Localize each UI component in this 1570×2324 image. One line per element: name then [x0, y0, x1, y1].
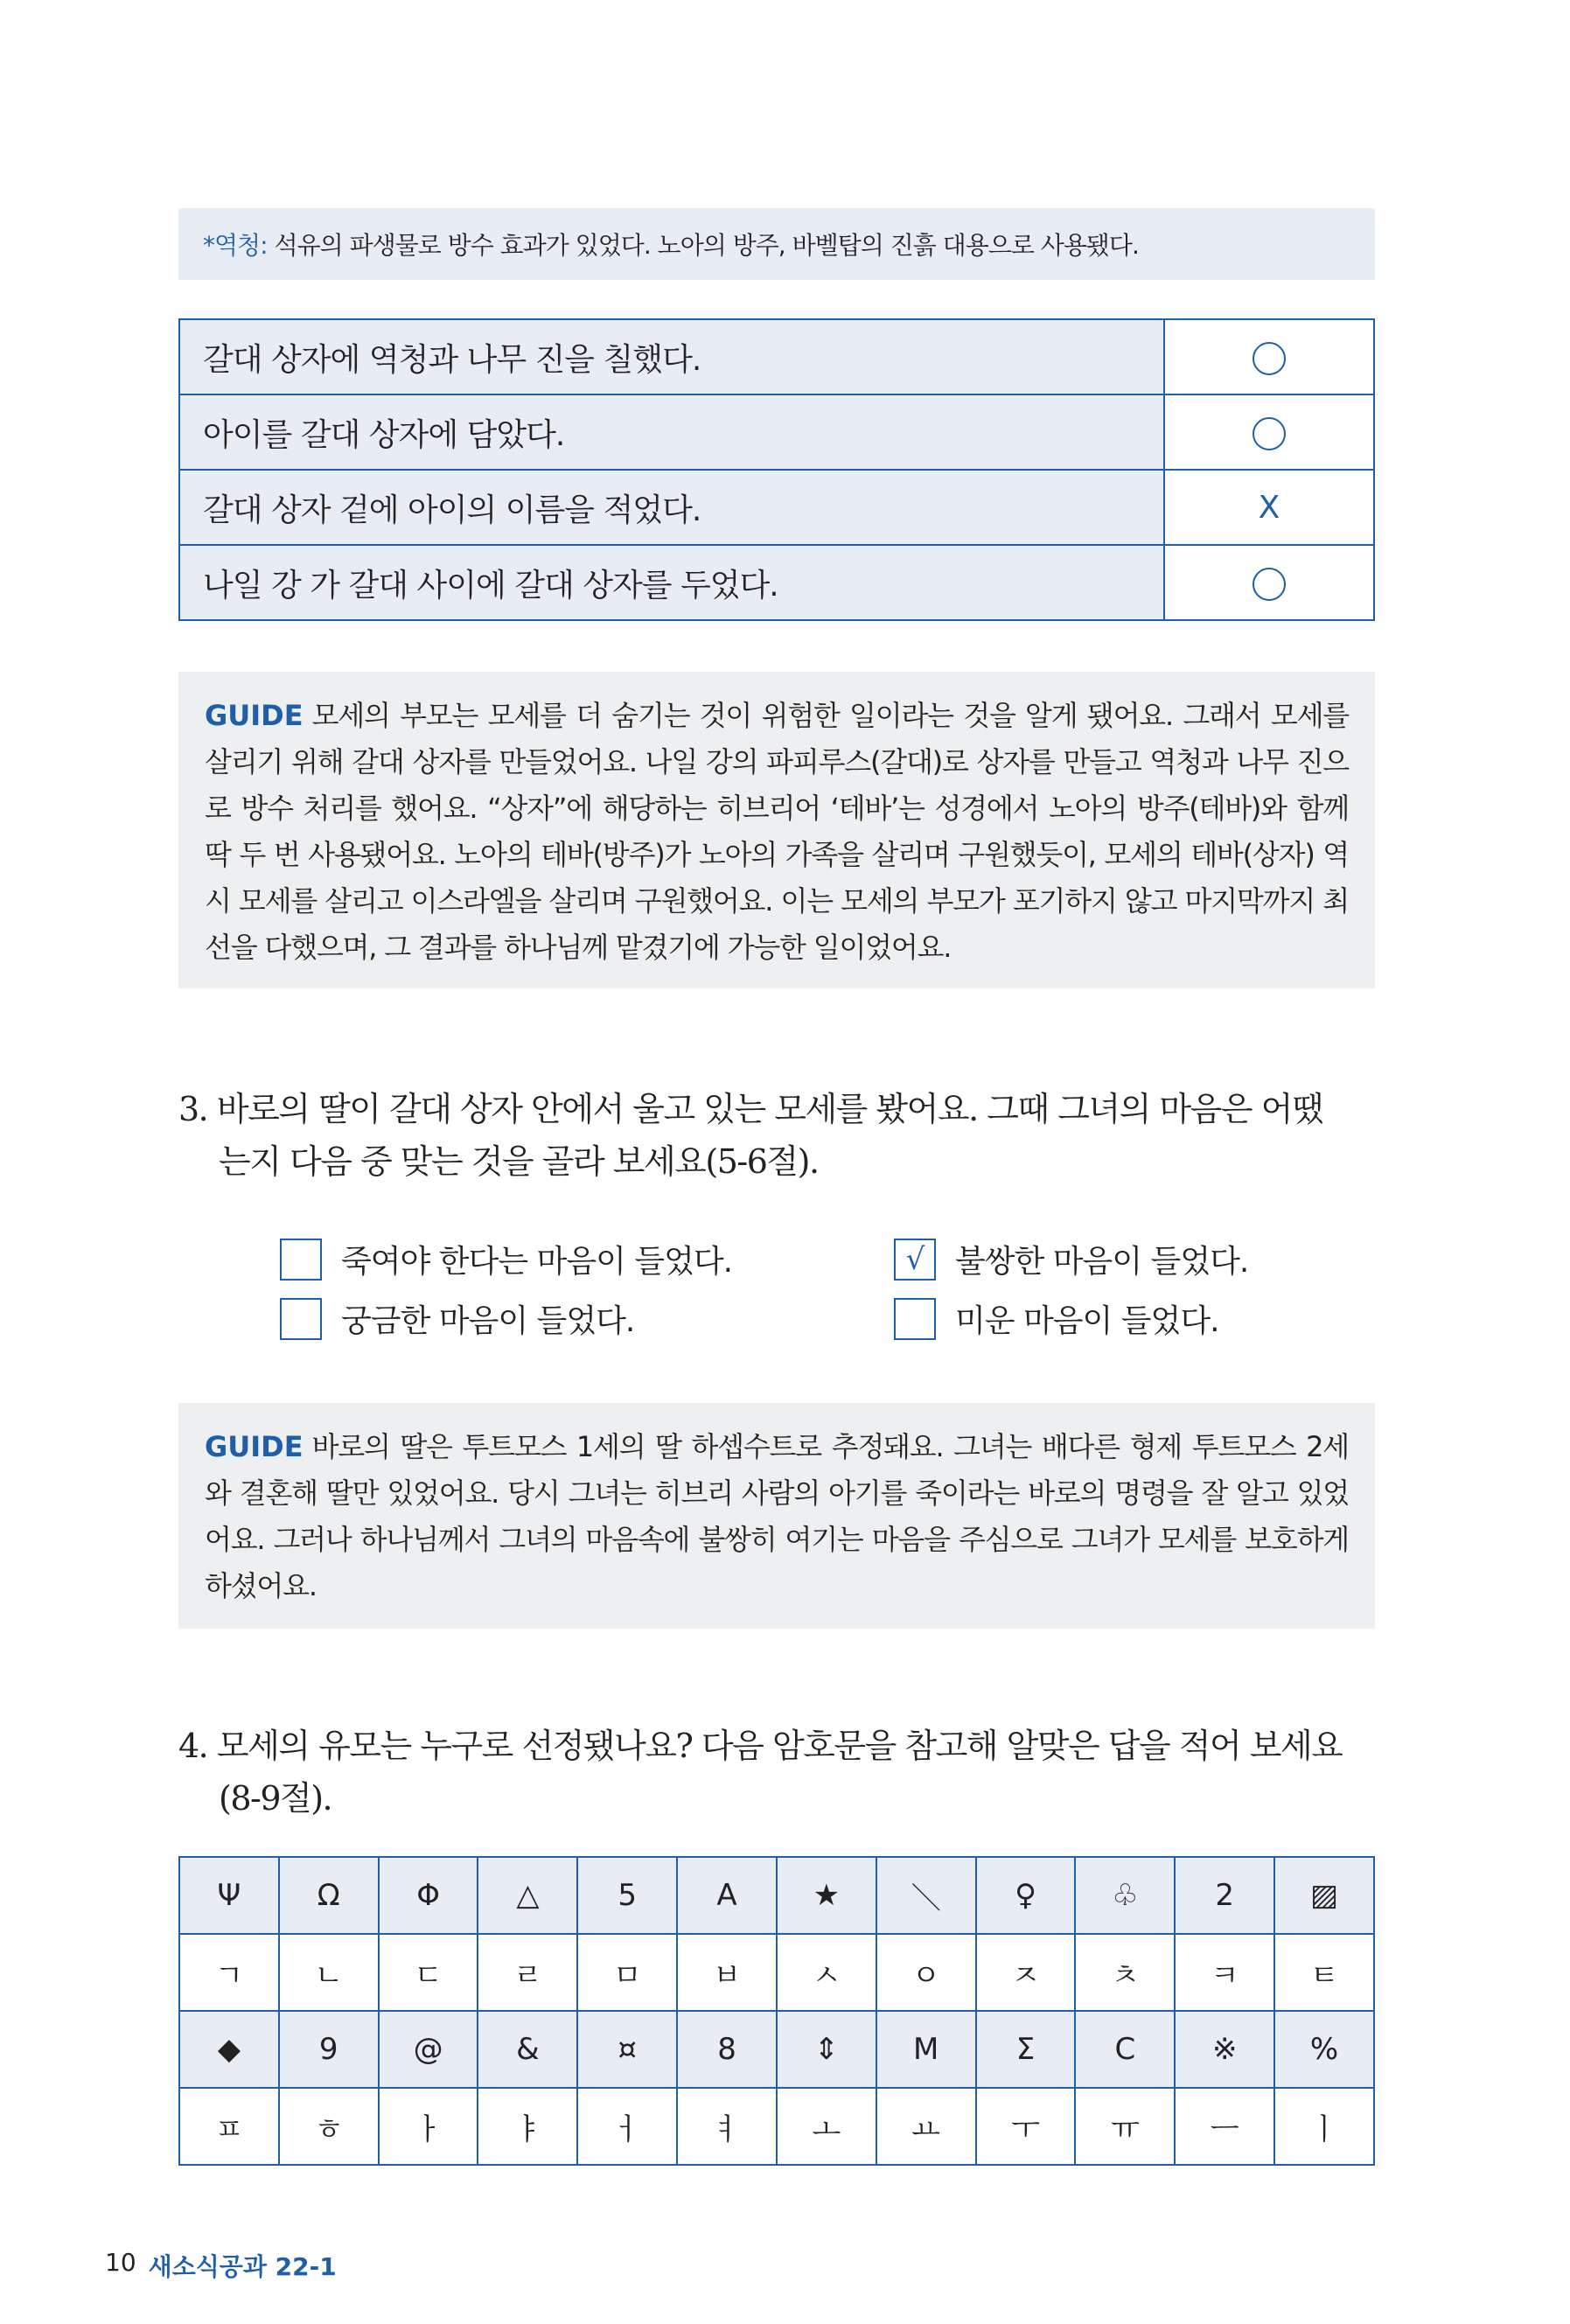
cipher-symbol-row	[179, 2011, 1374, 2088]
cipher-letter: ㅇ	[876, 1934, 976, 2011]
cipher-symbol: ¤	[577, 2011, 677, 2088]
ox-answer-circle	[1164, 545, 1374, 620]
circle-icon	[1253, 342, 1286, 375]
ox-quiz-table	[178, 318, 1375, 621]
cipher-symbol: ★	[777, 1857, 876, 1934]
book-title: 새소식공과 22-1	[148, 2252, 337, 2281]
glossary-definition: 석유의 파생물로 방수 효과가 있었다. 노아의 방주, 바벨탑의 진흙 대용으로 사용됐다.	[274, 231, 1139, 260]
option-3[interactable]	[280, 1296, 634, 1341]
guide-box-1	[178, 672, 1375, 988]
question-4	[178, 1720, 1375, 1825]
cipher-symbol: 5	[577, 1857, 677, 1934]
guide-box-2	[178, 1403, 1375, 1629]
cipher-letter: ㅈ	[976, 1934, 1076, 2011]
ox-statement: 갈대 상자 겉에 아이의 이름을 적었다.	[179, 470, 1164, 545]
cipher-symbol: ♧	[1075, 1857, 1175, 1934]
guide-text: 바로의 딸은 투트모스 1세의 딸 하셉수트로 추정돼요. 그녀는 배다른 형제 투트모스 2세와 결혼해 딸만 있었어요. 당시 그녀는 히브리 사람의 아기를 죽이라는 바로의 명령을 잘 알고 있었어요. 그러나 하나님께서 그녀의 마음속에 불쌍히 여기는 마음을 주심으로 그녀가 모세를 보호하게 하셨어요.	[205, 1430, 1349, 1602]
cipher-letter: ㄴ	[279, 1934, 379, 2011]
cipher-symbol: 8	[677, 2011, 777, 2088]
cipher-letter: ㅏ	[379, 2088, 478, 2165]
cipher-letter: ㅑ	[478, 2088, 577, 2165]
cipher-symbol: △	[478, 1857, 577, 1934]
cipher-symbol: Ψ	[179, 1857, 279, 1934]
ox-statement: 아이를 갈대 상자에 담았다.	[179, 394, 1164, 470]
cipher-letter: ㅜ	[976, 2088, 1076, 2165]
cipher-table	[178, 1856, 1375, 2166]
question-line-1: 바로의 딸이 갈대 상자 안에서 울고 있는 모세를 봤어요. 그때 그녀의 마음은 어땠	[216, 1090, 1323, 1128]
question-line-2: (8-9절).	[219, 1779, 332, 1818]
cipher-letter: ㅌ	[1274, 1934, 1374, 2011]
cipher-symbol-row	[179, 1857, 1374, 1934]
cipher-letter: ㅎ	[279, 2088, 379, 2165]
ox-row	[179, 394, 1374, 470]
option-label: 죽여야 한다는 마음이 들었다.	[341, 1244, 733, 1280]
question-3	[178, 1083, 1375, 1188]
cipher-letter: ㅠ	[1075, 2088, 1175, 2165]
cipher-letter: ㅋ	[1175, 1934, 1274, 2011]
ox-statement: 갈대 상자에 역청과 나무 진을 칠했다.	[179, 319, 1164, 394]
option-checkbox[interactable]	[894, 1298, 936, 1340]
option-2[interactable]	[894, 1237, 1248, 1281]
cipher-symbol: A	[677, 1857, 777, 1934]
cipher-symbol: %	[1274, 2011, 1374, 2088]
page-number: 10	[105, 2248, 136, 2277]
cipher-symbol: Φ	[379, 1857, 478, 1934]
cipher-letter: ㄷ	[379, 1934, 478, 2011]
cipher-symbol: &	[478, 2011, 577, 2088]
ox-row	[179, 319, 1374, 394]
ox-row	[179, 470, 1374, 545]
cipher-symbol: @	[379, 2011, 478, 2088]
option-label: 불쌍한 마음이 들었다.	[955, 1244, 1249, 1280]
option-checkbox[interactable]	[280, 1239, 322, 1281]
cipher-letter: ㅣ	[1274, 2088, 1374, 2165]
cipher-letter: ㅓ	[577, 2088, 677, 2165]
cipher-symbol: ＼	[876, 1857, 976, 1934]
guide-tag: GUIDE	[205, 699, 304, 732]
question-line-2: 는지 다음 중 맞는 것을 골라 보세요(5-6절).	[219, 1142, 819, 1181]
question-number: 4.	[178, 1727, 208, 1765]
cipher-letter: ㅗ	[777, 2088, 876, 2165]
cipher-symbol: 2	[1175, 1857, 1274, 1934]
question-line-1: 모세의 유모는 누구로 선정됐나요? 다음 암호문을 참고해 알맞은 답을 적어 보세요	[216, 1727, 1343, 1765]
cipher-symbol: ※	[1175, 2011, 1274, 2088]
cipher-letter: ㅂ	[677, 1934, 777, 2011]
cipher-letter: ㅛ	[876, 2088, 976, 2165]
page-footer	[105, 2248, 337, 2283]
cipher-symbol: 9	[279, 2011, 379, 2088]
cipher-letter-row	[179, 1934, 1374, 2011]
cipher-symbol: M	[876, 2011, 976, 2088]
cipher-letter: ㄱ	[179, 1934, 279, 2011]
ox-statement: 나일 강 가 갈대 사이에 갈대 상자를 두었다.	[179, 545, 1164, 620]
cipher-letter: ㅍ	[179, 2088, 279, 2165]
cipher-letter: ㄹ	[478, 1934, 577, 2011]
ox-answer-circle	[1164, 319, 1374, 394]
cipher-letter: ㅊ	[1075, 1934, 1175, 2011]
option-checkbox[interactable]	[280, 1298, 322, 1340]
option-label: 미운 마음이 들었다.	[955, 1303, 1219, 1339]
cipher-symbol: Σ	[976, 2011, 1076, 2088]
cipher-letter-row	[179, 2088, 1374, 2165]
option-label: 궁금한 마음이 들었다.	[341, 1303, 635, 1339]
cipher-symbol: ▨	[1274, 1857, 1374, 1934]
cipher-letter: ㅡ	[1175, 2088, 1274, 2165]
cipher-symbol: ♀	[976, 1857, 1076, 1934]
option-4[interactable]	[894, 1296, 1219, 1341]
ox-answer-circle	[1164, 394, 1374, 470]
ox-row	[179, 545, 1374, 620]
option-1[interactable]	[280, 1237, 732, 1281]
guide-tag: GUIDE	[205, 1430, 304, 1463]
ox-answer-x: X	[1164, 470, 1374, 545]
circle-icon	[1253, 568, 1286, 601]
cipher-letter: ㅁ	[577, 1934, 677, 2011]
cipher-symbol: ⇕	[777, 2011, 876, 2088]
cipher-symbol: Ω	[279, 1857, 379, 1934]
circle-icon	[1253, 417, 1286, 450]
glossary-term: *역청:	[203, 231, 268, 260]
cipher-letter: ㅕ	[677, 2088, 777, 2165]
option-checkbox-checked[interactable]: √	[894, 1239, 936, 1281]
cipher-letter: ㅅ	[777, 1934, 876, 2011]
cipher-symbol: C	[1075, 2011, 1175, 2088]
question-number: 3.	[178, 1090, 208, 1128]
guide-text: 모세의 부모는 모세를 더 숨기는 것이 위험한 일이라는 것을 알게 됐어요. 그래서 모세를 살리기 위해 갈대 상자를 만들었어요. 나일 강의 파피루스(갈대)로 상자를 만들고 역청과 나무 진으로 방수 처리를 했어요. “상자”에 해당하는 히브리어 ‘테바’는 성경에서 노아의 방주(테바)와 함께 딱 두 번 사용됐어요. 노아의 테바(방주)가 노아의 가족을 살리며 구원했듯이, 모세의 테바(상자) 역시 모세를 살리고 이스라엘을 살리며 구원했어요. 이는 모세의 부모가 포기하지 않고 마지막까지 최선을 다했으며, 그 결과를 하나님께 맡겼기에 가능한 일이었어요.	[205, 699, 1349, 964]
cipher-symbol: ◆	[179, 2011, 279, 2088]
glossary-note	[178, 208, 1375, 280]
